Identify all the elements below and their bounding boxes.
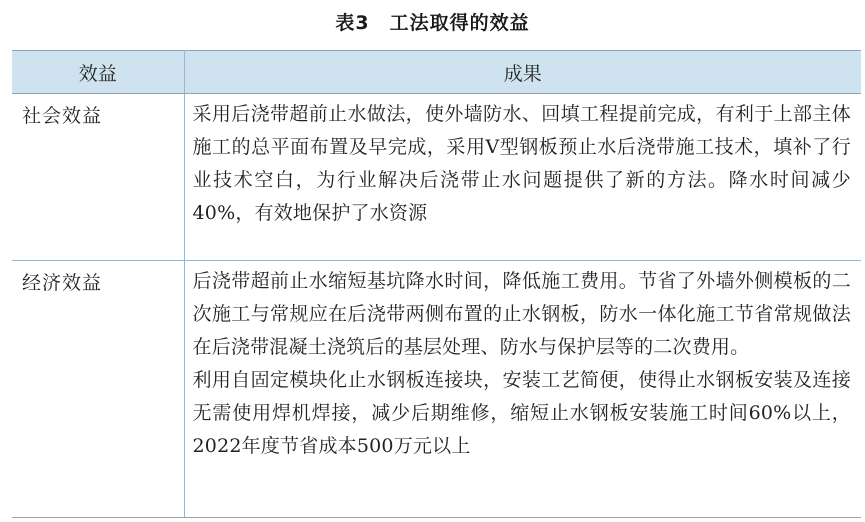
result-paragraph: 采用后浇带超前止水做法，使外墙防水、回填工程提前完成，有利于上部主体施工的总平面布置及早完成，采用V型钢板预止水后浇带施工技术，填补了行业技术空白，为行业解决后浇带止水问题提供了新的方法。降水时间减少40%，有效地保护了水资源 bbox=[192, 103, 851, 224]
table-header-row bbox=[12, 51, 861, 94]
row-result-social bbox=[184, 94, 861, 261]
table-row bbox=[12, 94, 861, 261]
table-row bbox=[12, 261, 861, 518]
row-category-social: 社会效益 bbox=[12, 94, 184, 261]
header-result: 成果 bbox=[184, 51, 861, 94]
result-paragraph: 利用自固定模块化止水钢板连接块，安装工艺简便，使得止水钢板安装及连接无需使用焊机焊接，减少后期维修，缩短止水钢板安装施工时间60%以上，2022年度节省成本500万元以上 bbox=[192, 369, 851, 457]
result-paragraph: 后浇带超前止水缩短基坑降水时间，降低施工费用。节省了外墙外侧模板的二次施工与常规应在后浇带两侧布置的止水钢板，防水一体化施工节省常规做法在后浇带混凝土浇筑后的基层处理、防水与保护层等的二次费用。 bbox=[192, 270, 851, 358]
table-number: 表3 bbox=[335, 12, 370, 34]
table-title: 工法取得的效益 bbox=[389, 12, 530, 34]
row-category-economic: 经济效益 bbox=[12, 261, 184, 518]
benefits-table bbox=[12, 50, 861, 518]
row-result-economic bbox=[184, 261, 861, 518]
table-caption bbox=[0, 8, 865, 35]
header-benefit: 效益 bbox=[12, 51, 184, 94]
